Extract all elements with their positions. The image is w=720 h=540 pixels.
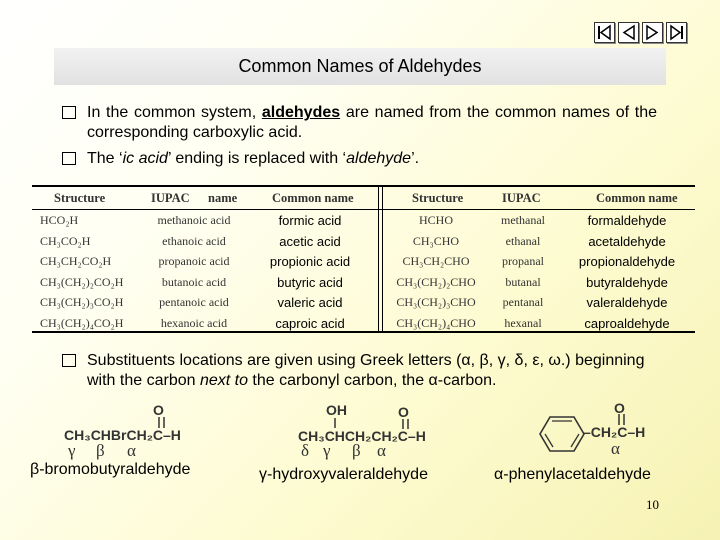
acid-iupac-cell: propanoic acid: [158, 254, 230, 268]
aldehyde-common-name-cell: propionaldehyde: [578, 254, 676, 269]
aldehyde-iupac-cell: butanal: [505, 274, 541, 289]
acid-common-name-cell: butyric acid: [277, 274, 343, 290]
carbonyl-oxygen-label: O: [398, 404, 409, 420]
compound-name: β-bromobutyraldehyde: [30, 461, 191, 478]
aldehyde-common-name-cell: formaldehyde: [587, 213, 667, 228]
aldehyde-structure-cell: CH₃(CH₂)₄CHO: [396, 315, 476, 330]
aldehyde-iupac-cell: propanal: [502, 254, 544, 268]
last-slide-button[interactable]: [666, 22, 687, 43]
next-slide-button[interactable]: [642, 22, 663, 43]
greek-label: α: [377, 441, 386, 460]
intro-bullets: [62, 103, 657, 175]
greek-label: α: [611, 439, 620, 458]
bullet-item: [62, 149, 657, 169]
acid-iupac-cell: pentanoic acid: [159, 295, 229, 309]
acid-common-name-cell: formic acid: [278, 213, 342, 228]
aldehyde-common-name-cell: butyraldehyde: [586, 274, 668, 290]
names-table: [32, 185, 695, 333]
greek-label: δ: [301, 441, 310, 460]
slide-title-bar: [54, 48, 666, 85]
structure-formula: CH₃CHBrCH₂C–H: [64, 427, 181, 443]
acid-common-name-cell: propionic acid: [269, 254, 351, 269]
aldehyde-iupac-cell: pentanal: [502, 295, 544, 309]
acid-iupac-cell: ethanoic acid: [162, 233, 226, 248]
aldehydes-link[interactable]: aldehydes: [261, 104, 341, 121]
acid-structure-cell: CH₃CO₂H: [40, 233, 91, 248]
aldehyde-structure-cell: CH₃(CH₂)₂CHO: [396, 274, 476, 289]
slide-navigation: [594, 22, 687, 43]
aldehyde-common-name-cell: acetaldehyde: [588, 233, 666, 249]
carbonyl-oxygen-label: O: [614, 400, 625, 416]
acid-structure-cell: HCO₂H: [40, 213, 79, 227]
greek-label: β: [96, 441, 105, 460]
aldehyde-iupac-cell: ethanal: [505, 233, 541, 248]
aldehyde-common-name-cell: valeraldehyde: [586, 295, 668, 310]
aldehyde-structure-cell: CH₃CHO: [412, 233, 460, 248]
header-iupac-2: IUPAC: [502, 191, 541, 205]
header-structure: Structure: [54, 191, 106, 205]
acid-common-name-cell: caproic acid: [275, 315, 345, 331]
checkbox-bullet-icon: [62, 152, 76, 165]
acid-structure-cell: CH₃(CH₂)₂CO₂H: [40, 274, 124, 289]
first-slide-button[interactable]: [594, 22, 615, 43]
acid-iupac-cell: methanoic acid: [157, 213, 231, 227]
last-slide-icon: [667, 23, 686, 42]
header-structure-2: Structure: [412, 191, 464, 205]
greek-label: α: [127, 441, 136, 460]
acid-structure-cell: CH₃(CH₂)₄CO₂H: [40, 315, 124, 330]
header-divider: [32, 209, 695, 210]
hydroxyl-label: OH: [326, 402, 347, 418]
greek-letters-bullet: [62, 351, 662, 391]
aldehyde-common-name-cell: caproaldehyde: [584, 315, 670, 331]
acid-structure-cell: CH₃CH₂CO₂H: [40, 254, 112, 268]
bullet-item: [62, 103, 657, 143]
aldehyde-structure-cell: CH₃CH₂CHO: [402, 254, 470, 268]
acid-iupac-cell: butanoic acid: [161, 274, 227, 289]
aldehyde-structure-cell: HCHO: [418, 213, 453, 227]
next-slide-icon: [643, 23, 662, 42]
greek-label: γ: [323, 441, 331, 460]
compound-name: γ-hydroxyvaleraldehyde: [259, 466, 428, 483]
checkbox-bullet-icon: [62, 106, 76, 119]
previous-slide-button[interactable]: [618, 22, 639, 43]
table-center-divider: [378, 187, 383, 331]
bullet-text: Substituents locations are given using Greek letters (α, β, γ, δ, ε, ω.) beginning with the carbon next to the carbonyl carbon, the α-carbon.: [87, 352, 645, 389]
compound-name: α-phenylacetaldehyde: [494, 466, 651, 483]
aldehyde-structure-cell: CH₃(CH₂)₃CHO: [396, 295, 476, 309]
previous-slide-icon: [619, 23, 638, 42]
greek-label: β: [352, 441, 361, 460]
structure-formula: CH₃CHCH₂CH₂C–H: [298, 428, 426, 444]
structure-formula: –CH₂C–H: [583, 424, 646, 440]
carbonyl-oxygen-label: O: [153, 402, 164, 418]
aldehyde-iupac-cell: methanal: [501, 213, 545, 227]
bullet-text: In the common system, aldehydes are named from the common names of the corresponding carboxylic acid.: [87, 104, 658, 141]
header-iupac: IUPAC: [151, 191, 190, 205]
bullet-text: The ‘ic acid’ ending is replaced with ‘aldehyde’.: [87, 150, 420, 167]
greek-label: γ: [68, 441, 76, 460]
aldehyde-iupac-cell: hexanal: [504, 315, 542, 330]
acid-iupac-cell: hexanoic acid: [160, 315, 228, 330]
acid-common-name-cell: valeric acid: [277, 295, 343, 310]
acid-common-name-cell: acetic acid: [279, 233, 341, 249]
slide-title: Common Names of Aldehydes: [238, 56, 482, 76]
header-common-name-2: Common name: [596, 191, 678, 205]
checkbox-bullet-icon: [62, 354, 76, 367]
benzene-ring-icon: [538, 414, 586, 454]
acid-structure-cell: CH₃(CH₂)₃CO₂H: [40, 295, 124, 309]
first-slide-icon: [595, 23, 614, 42]
header-name: name: [208, 191, 238, 205]
page-number: 10: [646, 497, 659, 512]
header-common-name: Common name: [272, 191, 354, 205]
